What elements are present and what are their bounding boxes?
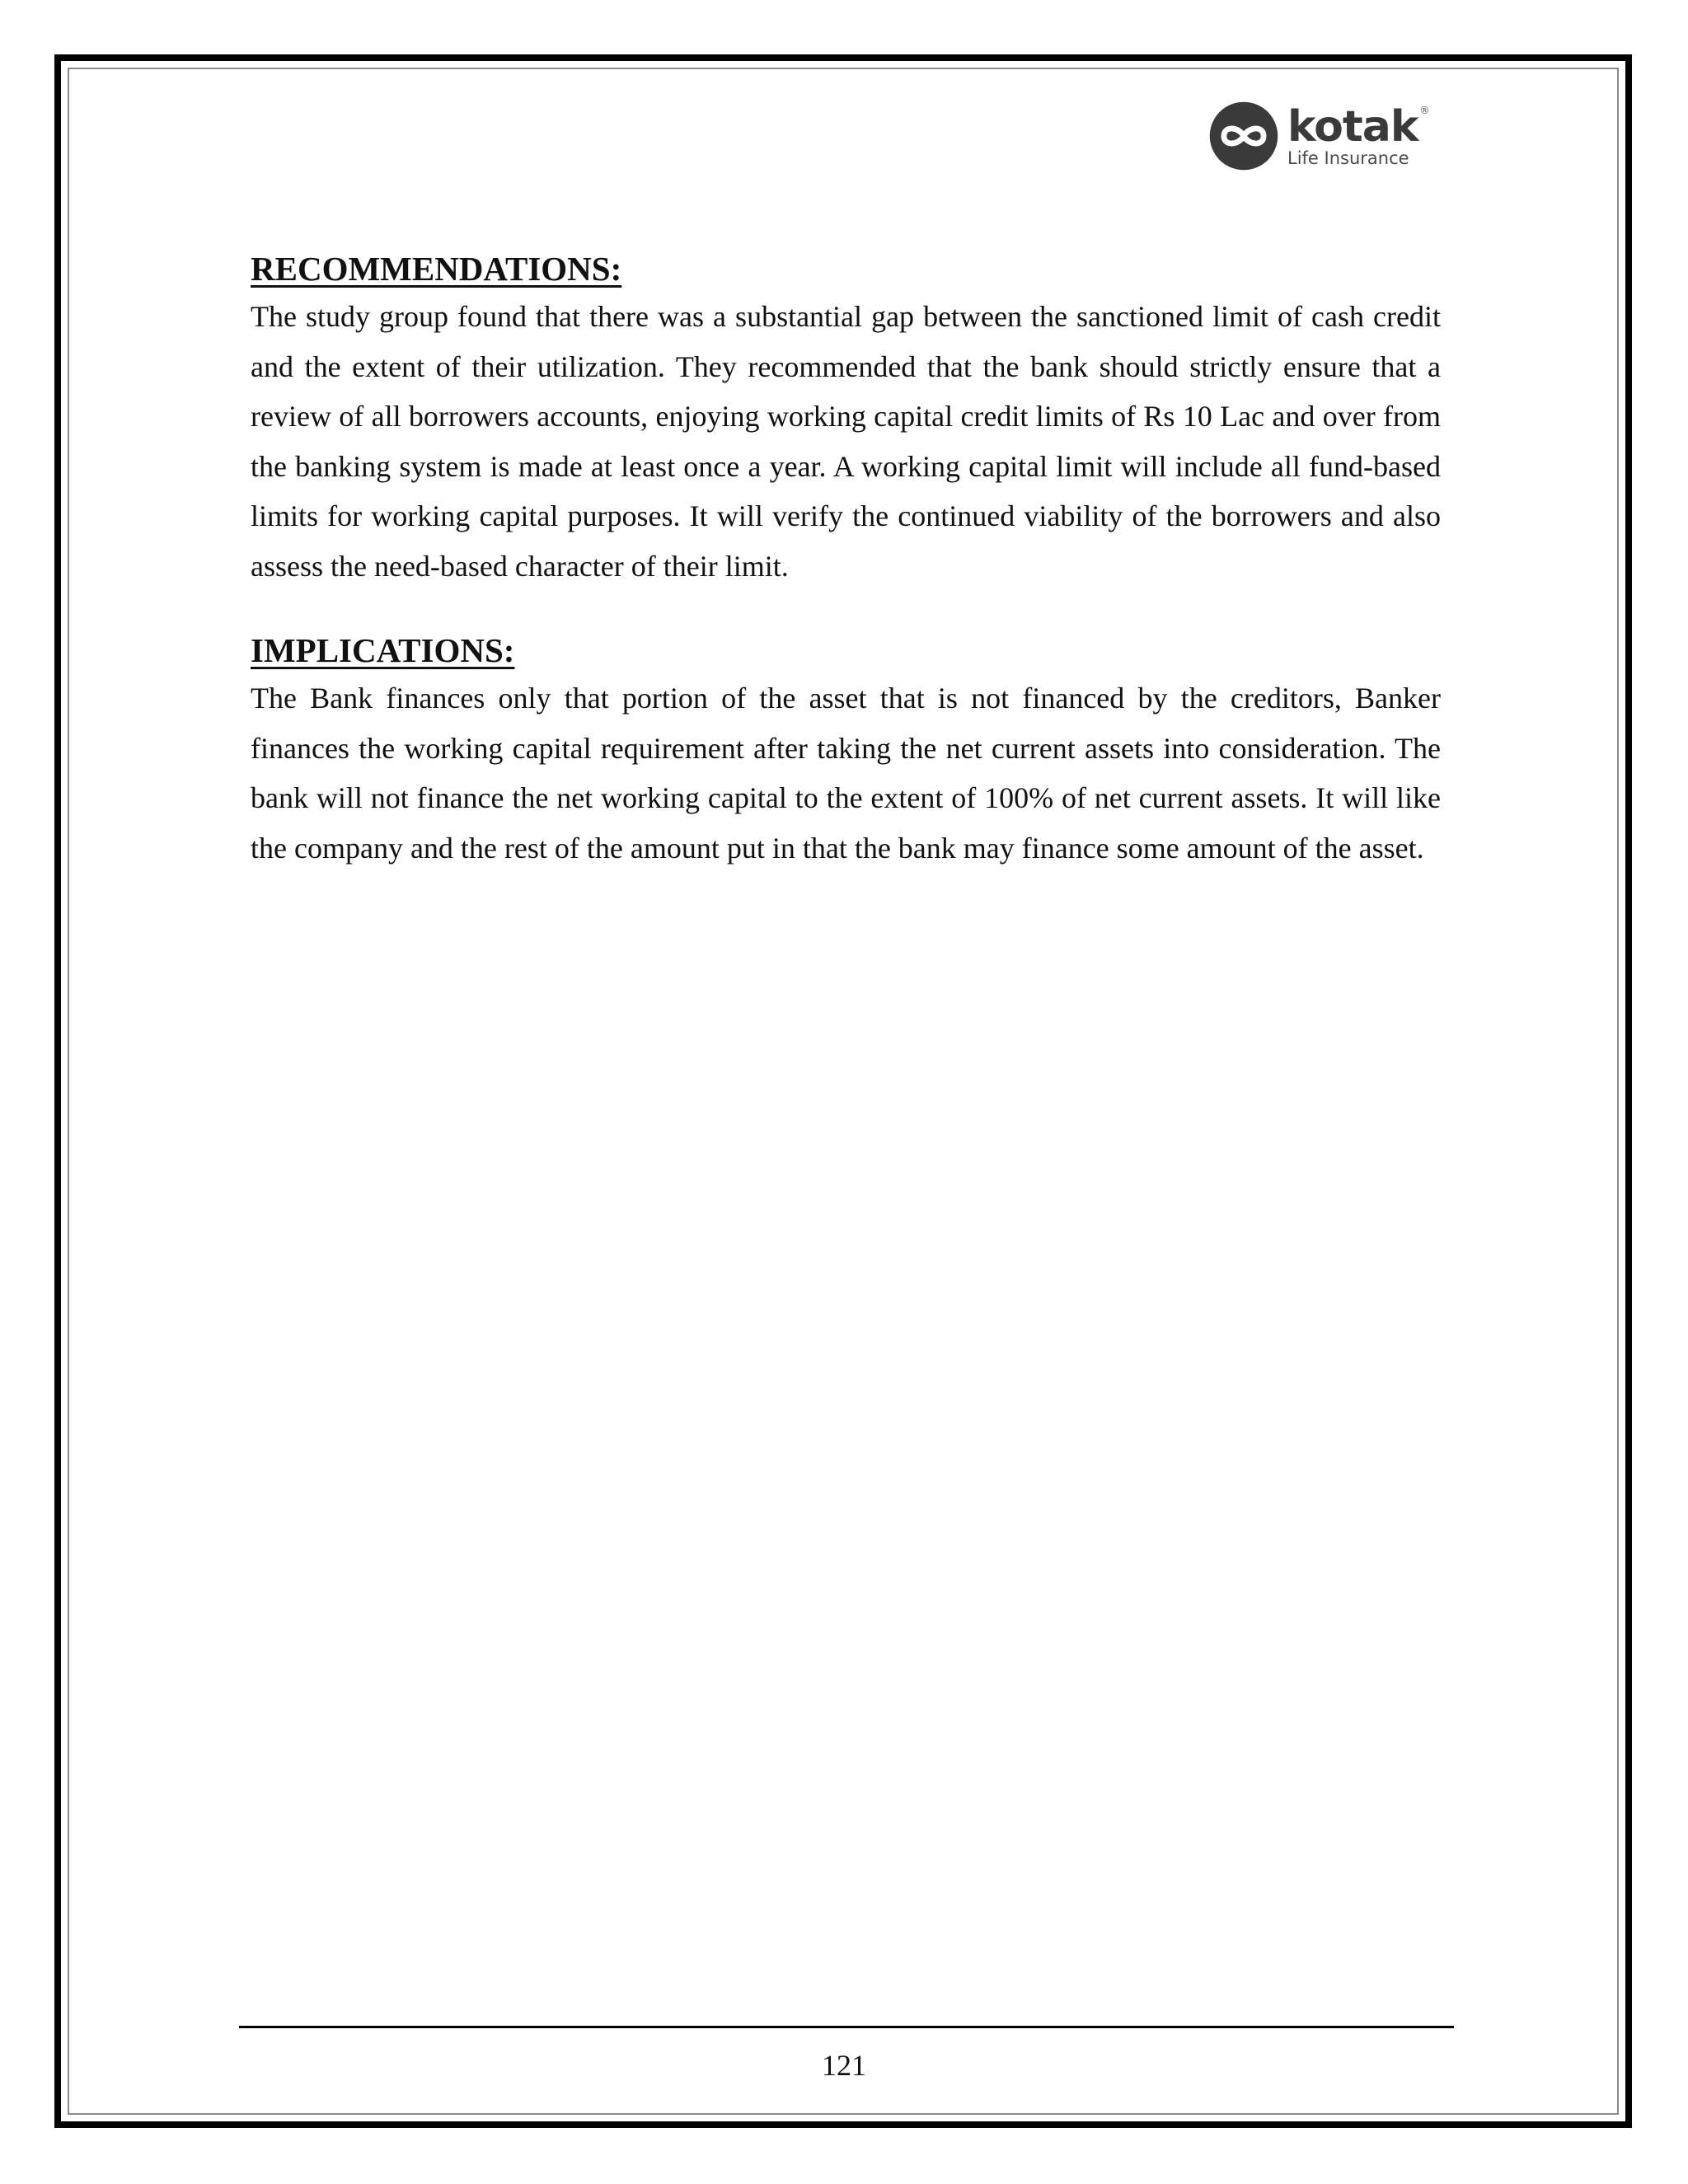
section-implications [251, 627, 1441, 873]
kotak-infinity-logo-icon [1208, 101, 1279, 171]
section-heading: RECOMMENDATIONS: [251, 250, 622, 288]
section-paragraph: The Bank finances only that portion of the asset that is not financed by the creditors, Banker finances the working capital requirement after taking the net current assets into consideration. The bank will not finance the net working capital to the extent of 100% of net current assets. It will like the company and the rest of the amount put in that the bank may finance some amount of the asset. [251, 682, 1441, 865]
section-heading: IMPLICATIONS: [251, 631, 515, 669]
logo-subtitle: Life Insurance [1287, 148, 1409, 168]
page-number: 121 [822, 2049, 866, 2082]
logo-text [1287, 101, 1430, 168]
logo-word: kotak [1287, 101, 1418, 152]
kotak-logo [1208, 99, 1447, 173]
document-body [251, 246, 1441, 873]
footer-divider [239, 2026, 1454, 2028]
section-paragraph: The study group found that there was a substantial gap between the sanctioned limit of cash credit and the extent of their utilization. They recommended that the bank should strictly ensure that a review of all borrowers accounts, enjoying working capital credit limits of Rs 10 Lac and over from the banking system is made at least once a year. A working capital limit will include all fund-based limits for working capital purposes. It will verify the continued viability of the borrowers and also assess the need-based character of their limit. [251, 300, 1441, 583]
logo-registered-mark: ® [1419, 104, 1430, 116]
section-spacer [251, 591, 1441, 627]
section-recommendations [251, 246, 1441, 591]
